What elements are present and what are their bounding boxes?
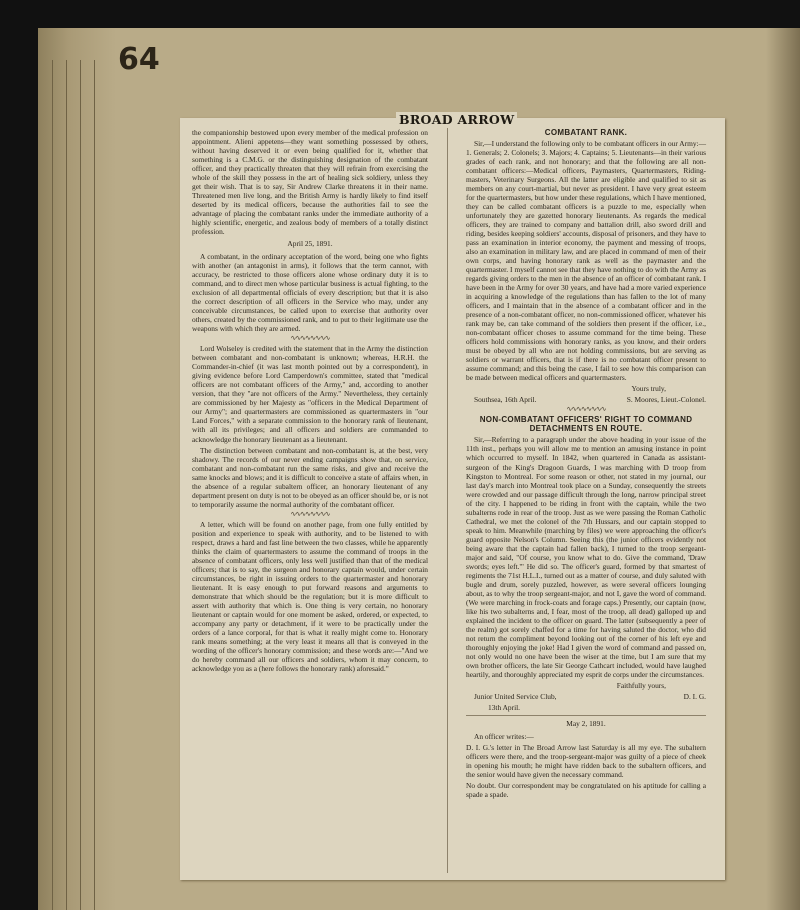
- rule: [466, 715, 706, 716]
- masthead: BROAD ARROW: [396, 112, 517, 127]
- letter-place: Southsea, 16th April.: [474, 395, 537, 405]
- dateline: May 2, 1891.: [566, 718, 606, 728]
- paragraph: D. I. G.'s letter in The Broad Arrow last Saturday is all my eye. The subaltern officers were there, and the troop-sergeant-major was guilty of a piece of cheek in opening his mouth; he might have ridden back to the subaltern officers, and the senior would have given the necessary command.: [466, 742, 706, 779]
- signature-line: [466, 692, 706, 701]
- paragraph: A letter, which will be found on another page, from one fully entitled by position and experience to speak with authority, and to be listened to with respect, draws a hard and fast line between the two classes, while he apparently thinks the claim of quartermasters to assume the command of troops in the absence of combatant officers, only less well justified than that of the medical officers; that is to say, the surgeon and honorary captain would, under certain circumstances, be right in issuing orders to the quartermaster and honorary lieutenant. It is easy enough to put forward reasons and arguments to demonstrate that which should be the regulation; but it is more difficult to assert with authority that which is. One thing is very certain, no honorary lieutenant or captain would for one moment be asked, ordered, or expected, to accompany any party or detachment, if it were to be practically under the orders of a lance corporal, for that is what it really might come to. Honorary rank means something; at the very least it means all that is conveyed in the wording of the officer's honorary commission; and these words are:—"And we do hereby command all our officers and soldiers, whom it may concern, to acknowledge you as a (here follows the honorary rank) aforesaid.": [192, 519, 428, 673]
- letter-place: Junior United Service Club,: [474, 691, 557, 701]
- letter-signer: D. I. G.: [683, 691, 706, 701]
- wavy-divider: ∿∿∿∿∿∿∿∿: [290, 509, 330, 518]
- left-column: [192, 128, 428, 675]
- letter-body: Sir,—Referring to a paragraph under the above heading in your issue of the 11th inst., perhaps you will allow me to mention an amusing instance in point which occurred to myself. In 1842, when quartered in Canada as assistant-surgeon of the King's Dragoon Guards, I was marching with D troop from Kingston to Montreal. For some reason or other, not stated in my journal, our last day's march into Montreal took place on a Sunday, consequently the streets were crowded and our passage difficult through the long, narrow principal street of the city. I happened to be riding in front with the captain, while the two subalterns rode in rear of the troop. Just as we were passing the Roman Catholic Cathedral, we met the colonel of the 7th Hussars, and our captain stopped to speak to him. Meanwhile (marching by files) we were approaching the officer's guard opposite Nelson's Column. Seeing this (the junior officers evidently not being aware that the captain had fallen back), I turned to the troop sergeant-major and said, "Of course, you know what to do. Give the command, 'Draw swords; eyes left.'" He did so. The officer's guard, formed by that smartest of regiments the 71st H.L.I., turned out as a matter of course, and duly saluted with bugle and drum, sorely puzzled, however, as were several officers lounging about, as to why the troop sergeant-major, and not I, gave the word of command. (We were marching in frock-coats and forage caps.) Presently, our captain (now, like his two subalterns and, I fear, most of the troop, all dead) galloped up and explained the incident to the officer on guard. The latter (subsequently a peer of the realm) got sorely chaffed for a time for having saluted the doctor, who did not return the compliment beyond looking out of the corner of his left eye and thoroughly enjoying the joke! Had I given the word of command and passed on, not only would no one have been the wiser at the time, but I am sure that my own brother officers, the late Sir George Cathcart included, would have laughed heartily, and thoroughly appreciated my esprit de corps under the circumstances.: [466, 435, 706, 679]
- page-number: 64: [118, 42, 160, 77]
- spine-crease: [52, 60, 53, 910]
- letter-signer: S. Moores, Lieut.-Colonel.: [626, 395, 706, 405]
- signature-line: [466, 395, 706, 404]
- paragraph: No doubt. Our correspondent may be congratulated on his aptitude for calling a spade a spade.: [466, 781, 706, 800]
- valediction: Faithfully yours,: [616, 680, 666, 690]
- page-edge: [766, 28, 800, 910]
- paragraph: the companionship bestowed upon every member of the medical profession on appointment. Alieni appetens—they want something possessed by others, without having deserved it or even being qualified for it, whether that something is a C.M.G. or the distinguishing designation of the combatant officer, and they practically threaten that they will refrain from exercising the whole of the skill they possess in the art of healing sick soldiery, unless they get their wish. That is to say, Sir Andrew Clarke threatens it in their name. Threatened men live long, and the British Army is hardly likely to find itself deserted by its medical officers, because the authorities fail to see the advantage of placing the combatant ranks under the immediate authority of a highly scientific, energetic, and zealous body of members of a totally distinct profession.: [192, 128, 428, 237]
- heading: NON-COMBATANT OFFICERS' RIGHT TO COMMAND DETACHMENTS EN ROUTE.: [479, 415, 693, 434]
- paragraph: A combatant, in the ordinary acceptation of the word, being one who fights with another (an antagonist in arms), it follows that the term cannot, with accuracy, be restricted to those officers alone whose ordinary duty it is to command, and to direct men whose particular business is actual fighting, to the exclusion of all departmental officials of every description; but that it is also the correct description of all officers in the Service who may, under any conceivable circumstances, be called upon to exercise that authority over others, created by the commissioned rank, and to put to their legitimate use the weapons with which they are armed.: [192, 252, 428, 334]
- spine-crease: [80, 60, 81, 910]
- spine-crease: [94, 60, 95, 910]
- heading: COMBATANT RANK.: [544, 128, 628, 137]
- wavy-divider: ∿∿∿∿∿∿∿∿: [290, 334, 330, 343]
- right-column: [466, 128, 706, 801]
- dateline: April 25, 1891.: [287, 239, 333, 249]
- paragraph: An officer writes:—: [474, 731, 534, 741]
- spine-crease: [66, 60, 67, 910]
- valediction: Yours truly,: [631, 384, 666, 394]
- letter-body: Sir,—I understand the following only to be combatant officers in our Army:—1. Generals; 2. Colonels; 3. Majors; 4. Captains; 5. Lieutenants—in their various grades of each rank, and not honorary; and that the following are all non-combatant officers:—Medical officers, Paymasters, Quartermasters, Riding-masters, Veterinary Surgeons. All the latter are eligible and qualified to sit as members on any court-martial, but never as president. I have very great esteem for the quartermasters, but how under these regulations, which I have mentioned, they can be called combatant officers is a puzzle to me, especially when unfortunately they are gazetted honorary lieutenants. As regards the medical officers, they are trained to company and battalion drill, also sword drill and riding, besides keeping soldiers' accounts, disposal of prisoners, and they have to pass an examination in interior economy, the payment and messing of troops, also an examination in military law, and are placed in command of men of their own corps, and having honorary rank as well as the paymaster and the quartermaster. I myself cannot see that they have nothing to do with the Army as regards giving orders to the men in the absence of an officer of combatant rank. I have been in the Army for over 30 years, and have had a more varied experience in acquiring a knowledge of the regulations than has fallen to the lot of many officers, and I maintain that in the absence of a combatant officer and in the presence of a non-combatant officer, no non-commissioned officer, whatever his rank may be, can take command of the soldiers then present if the officer, i.e., non-combatant officer choses to assume command for the time being. These officers hold commissions with honorary ranks, as you know, and their orders must be obeyed by all who are not holding commissions, but are serving as soldiers or warrant officers, that is if there is no combatant officer present to assume command; and this being the case, I fail to see how this comparison can be made between medical officers and quartermasters.: [466, 139, 706, 383]
- wavy-divider: ∿∿∿∿∿∿∿∿: [566, 405, 606, 414]
- paragraph: Lord Wolseley is credited with the statement that in the Army the distinction between combatant and non-combatant is unknown; whereas, H.R.H. the Commander-in-chief (it was last month pointed out by a correspondent), in giving evidence before Lord Camperdown's committee, stated that "medical officers are not combatant officers of the Army," and, according to another version, that they "are not officers of the Army." Nevertheless, they certainly are commissioned by her Majesty as "officers in the Medical Department of our Army"; and quartermasters are commissioned as quartermasters in "our Land Forces," with a separate commission to the honorary rank of lieutenant, with all its privileges; and all officers and soldiers are commanded to acknowledge the honorary lieutenant as a lieutenant.: [192, 344, 428, 444]
- paragraph: The distinction between combatant and non-combatant is, at the best, very shadowy. The records of our never ending campaigns show that, on service, combatant and non-combatant run the same risks, and give and receive the same knocks and blows; and it is difficult to conceive a state of affairs when, in the absence of a regular subaltern officer, an honorary lieutenant of any department present on duty is not to be obeyed as an officer should be, or is not to temporarily assume the normal authority of the combatant officer.: [192, 445, 428, 509]
- column-rule: [447, 128, 448, 873]
- album-spine: [38, 28, 116, 910]
- letter-date: 13th April.: [488, 702, 521, 712]
